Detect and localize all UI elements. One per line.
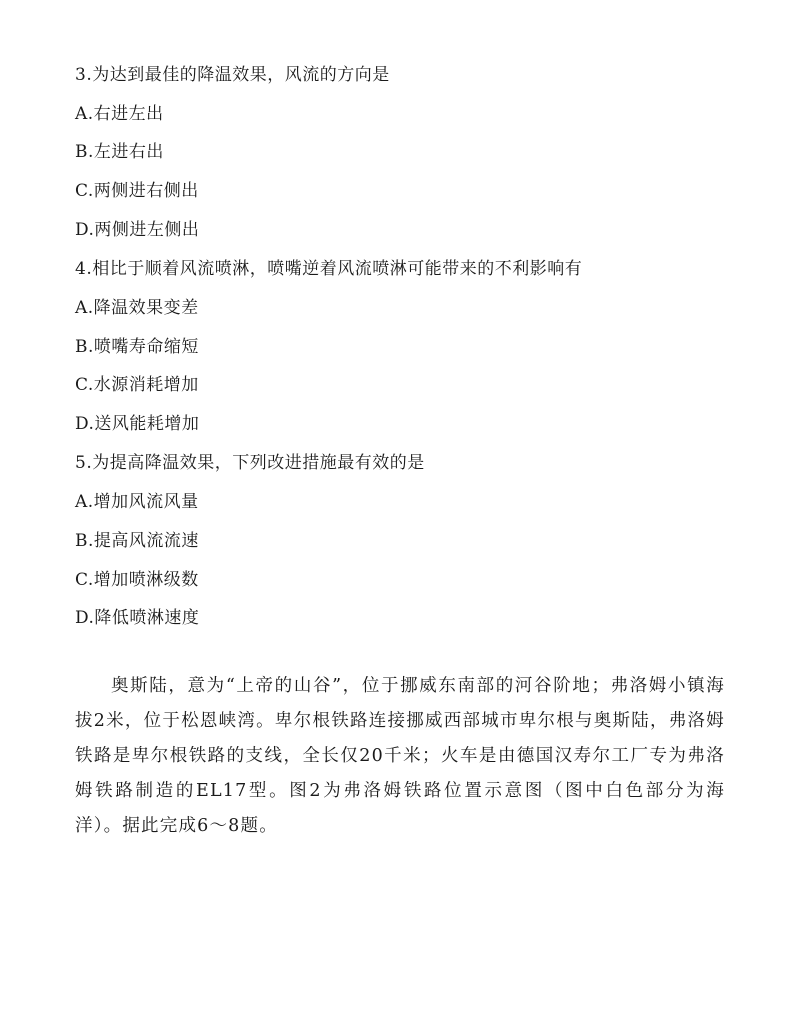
question-3-option-a: A.右进左出 — [75, 104, 164, 124]
question-3-option-d: D.两侧进左侧出 — [75, 220, 200, 240]
reading-passage — [75, 669, 725, 844]
question-4-option-c: C.水源消耗增加 — [75, 375, 199, 395]
question-5-option-d: D.降低喷淋速度 — [75, 608, 200, 628]
question-4-option-b: B.喷嘴寿命缩短 — [75, 337, 199, 357]
question-3-option-b: B.左进右出 — [75, 142, 164, 162]
question-4-option-a: A.降温效果变差 — [75, 298, 199, 318]
question-5-option-b: B.提高风流流速 — [75, 531, 199, 551]
question-4-stem: 4.相比于顺着风流喷淋，喷嘴逆着风流喷淋可能带来的不利影响有 — [75, 259, 583, 279]
question-4-option-d: D.送风能耗增加 — [75, 414, 200, 434]
question-5-stem: 5.为提高降温效果，下列改进措施最有效的是 — [75, 453, 425, 473]
question-3-stem: 3.为达到最佳的降温效果，风流的方向是 — [75, 65, 390, 85]
question-5-option-a: A.增加风流风量 — [75, 492, 199, 512]
question-5-option-c: C.增加喷淋级数 — [75, 570, 199, 590]
question-3-option-c: C.两侧进右侧出 — [75, 181, 199, 201]
passage-paragraph: 奥斯陆，意为“上帝的山谷”，位于挪威东南部的河谷阶地；弗洛姆小镇海拔2米，位于松恩峡湾。卑尔根铁路连接挪威西部城市卑尔根与奥斯陆，弗洛姆铁路是卑尔根铁路的支线，全长仅20千米；火车是由德国汉寿尔工厂专为弗洛姆铁路制造的EL17型。图2为弗洛姆铁路位置示意图（图中白色部分为海洋）。据此完成6～8题。 — [75, 676, 725, 836]
